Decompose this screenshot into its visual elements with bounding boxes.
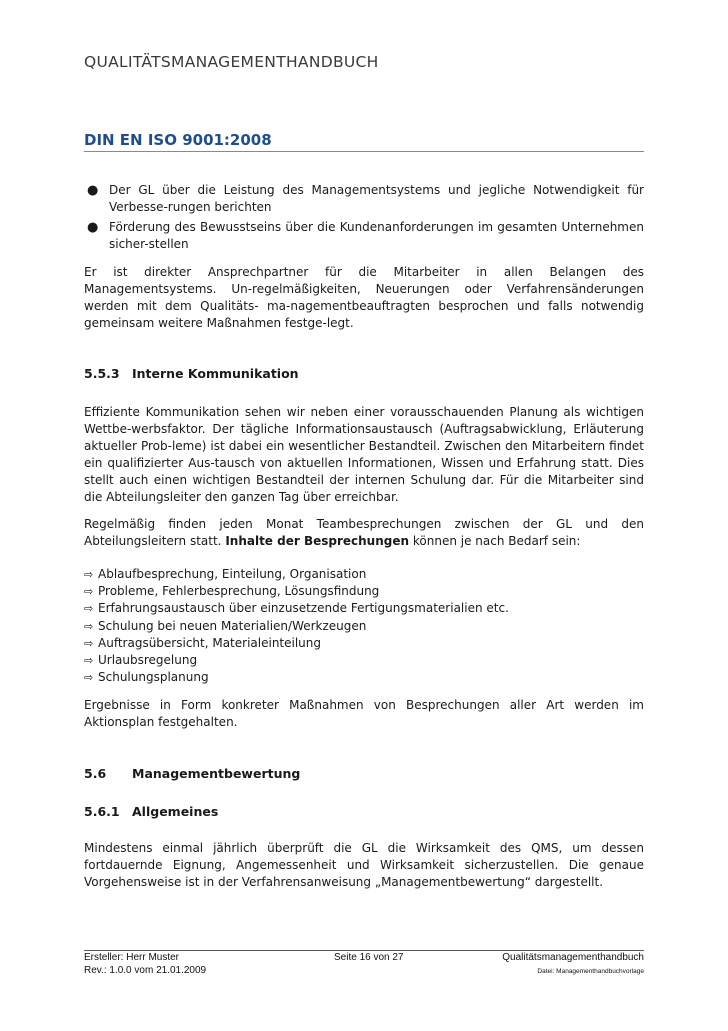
footer-page-number: Seite 16 von 27 <box>334 952 404 963</box>
footer-document-name: Qualitätsmanagementhandbuch <box>502 952 644 963</box>
heading-5-6-1: 5.6.1 Allgemeines <box>84 804 219 819</box>
arrow-right-icon: ⇨ <box>84 585 94 599</box>
list-item: ⇨ Probleme, Fehlerbesprechung, Lösungsfindung <box>84 583 644 600</box>
list-item: ⇨ Ablaufbesprechung, Einteilung, Organisation <box>84 566 644 583</box>
heading-5-5-3: 5.5.3 Interne Kommunikation <box>84 366 299 381</box>
section-title: DIN EN ISO 9001:2008 <box>84 131 272 149</box>
section-divider <box>84 151 644 152</box>
paragraph-contact: Er ist direkter Ansprechpartner für die Mitarbeiter in allen Belangen des Managementsystems. Un-regelmäßigkeiten, Neuerungen oder Verfahrensänderungen werden mit dem Qualitäts- ma-nagementbeauftragten besprochen und falls notwendig gemeinsam weitere Maßnahmen festge-legt. <box>84 265 644 330</box>
list-item: ⇨ Schulung bei neuen Materialien/Werkzeugen <box>84 618 644 635</box>
meeting-topics-list <box>84 566 644 686</box>
footer-author: Ersteller: Herr Muster <box>84 952 180 963</box>
arrow-right-icon: ⇨ <box>84 654 94 668</box>
footer-file-name: Datei: Managementhandbuchvorlage <box>537 968 644 975</box>
list-item: ⇨ Schulungsplanung <box>84 669 644 686</box>
page-footer <box>84 950 644 977</box>
list-item: ● Förderung des Bewusstseins über die Kundenanforderungen im gesamten Unternehmen sicher-stellen <box>87 220 644 251</box>
list-item: ⇨ Auftragsübersicht, Materialeinteilung <box>84 635 644 652</box>
paragraph-general: Mindestens einmal jährlich überprüft die GL die Wirksamkeit des QMS, um dessen fortdauernde Eignung, Angemessenheit und Wirksamkeit sicherzustellen. Die genaue Vorgehensweise ist in der Verfahrensanweisung „Managementbewertung“ dargestellt. <box>84 841 644 889</box>
footer-revision: Rev.: 1.0.0 vom 21.01.2009 <box>84 965 207 976</box>
list-item: ⇨ Erfahrungsaustausch über einzusetzende Fertigungsmaterialien etc. <box>84 600 644 617</box>
heading-5-6: 5.6 Managementbewertung <box>84 766 301 781</box>
bullet-icon: ● <box>87 183 99 198</box>
arrow-right-icon: ⇨ <box>84 619 94 633</box>
paragraph-results: Ergebnisse in Form konkreter Maßnahmen von Besprechungen aller Art werden im Aktionsplan festgehalten. <box>84 698 644 729</box>
document-title: QUALITÄTSMANAGEMENTHANDBUCH <box>84 53 379 71</box>
paragraph-communication: Effiziente Kommunikation sehen wir neben einer vorausschauenden Planung als wichtigen Wettbe-werbsfaktor. Der tägliche Informationsaustausch (Auftragsabwicklung, Erläuterung aktueller Prob-leme) ist dabei ein wesentlicher Bestandteil. Zwischen den Mitarbeitern findet ein qualifizierter Aus-tausch von aktuellen Informationen, Wissen und Erfahrung statt. Dies stellt auch einen wichtigen Bestandteil der internen Schulung dar. Für die Mitarbeiter sind die Abteilungsleiter den ganzen Tag über erreichbar. <box>84 405 644 504</box>
bullet-icon: ● <box>87 220 99 235</box>
paragraph-meetings: Regelmäßig finden jeden Monat Teambesprechungen zwischen der GL und den Abteilungsleitern statt. Inhalte der Besprechungen können je nach Bedarf sein: <box>84 517 644 548</box>
meeting-contents-label: Inhalte der Besprechungen <box>225 534 410 548</box>
bullet-list <box>84 182 644 256</box>
list-item: ● Der GL über die Leistung des Managementsystems und jegliche Notwendigkeit für Verbesse-rungen berichten <box>87 183 644 214</box>
arrow-right-icon: ⇨ <box>84 671 94 685</box>
arrow-right-icon: ⇨ <box>84 602 94 616</box>
list-item: ⇨ Urlaubsregelung <box>84 652 644 669</box>
arrow-right-icon: ⇨ <box>84 636 94 650</box>
arrow-right-icon: ⇨ <box>84 568 94 581</box>
